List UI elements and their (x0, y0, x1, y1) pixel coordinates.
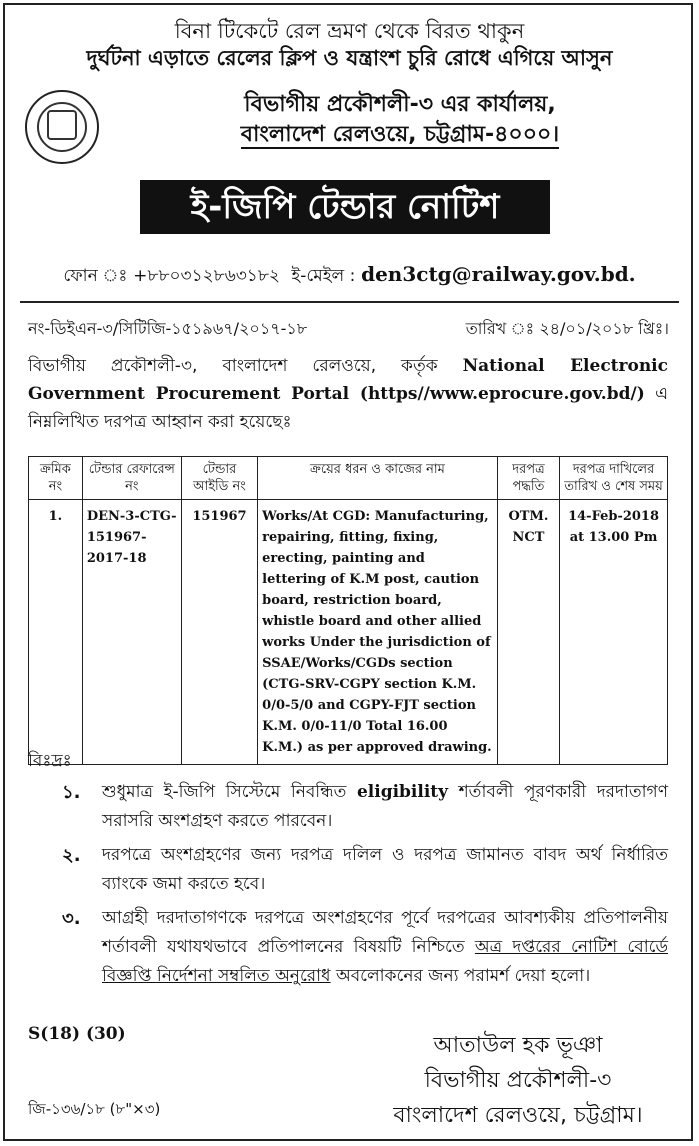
header-deadline: দরপত্র দাখিলের তারিখ ও শেষ সময় (560, 457, 668, 500)
railway-seal-logo (25, 90, 99, 164)
slogan-line-1: বিনা টিকেটে রেল ভ্রমণ থেকে বিরত থাকুন (174, 19, 525, 43)
cell-tender-ref: DEN-3-CTG-151967-2017-18 (82, 500, 181, 765)
intro-text-1: বিভাগীয় প্রকৌশলী-৩, বাংলাদেশ রেলওয়ে, কর্তৃক (28, 356, 438, 376)
office-address (120, 90, 680, 150)
cell-tender-id: 151967 (181, 500, 257, 765)
portal-name: National Electronic Government Procurement Portal (https//www.eprocure.gov.bd/) (28, 356, 668, 404)
signatory-designation: বিভাগীয় প্রকৌশলী-৩ (424, 1068, 612, 1093)
note-english-term: eligibility (356, 782, 449, 802)
note-item (28, 841, 668, 899)
header-tender-ref: টেন্ডার রেফারেন্স নং (82, 457, 181, 500)
cell-serial: 1. (29, 500, 83, 765)
note-number: ১. (62, 782, 81, 803)
intro-paragraph (28, 352, 668, 436)
table-header-row (29, 457, 668, 500)
header-method: দরপত্র পদ্ধতি (497, 457, 559, 500)
signatory-organization: বাংলাদেশ রেলওয়ে, চট্টগ্রাম। (393, 1103, 643, 1128)
notice-title: ই-জিপি টেন্ডার নোটিশ (140, 180, 550, 234)
note-number: ২. (62, 845, 81, 866)
note-underlined-text: অত্র দপ্তরের নোটিশ বোর্ডে বিজ্ঞপ্তি নির্দেশনা সম্বলিত অনুরোধ (102, 937, 668, 986)
footer-code: জি-১৩৬/১৮ (৮"×৩) (28, 1100, 161, 1118)
contact-line (0, 262, 699, 291)
office-line-1: বিভাগীয় প্রকৌশলী-৩ এর কার্যালয়, (244, 92, 556, 117)
table-row (29, 500, 668, 765)
email-label: ই-মেইল : (291, 266, 356, 286)
cell-work-name: Works/At CGD: Manufacturing, repairing, fitting, fixing, erecting, painting and lettering of K.M post, caution board, restriction board, whistle board and other allied works Under the jurisdiction of SSAE/Works/CGDs section (CTG-SRV-CGPY section K.M. 0/0-5/0 and CGPY-FJT section K.M. 0/0-11/0 Total 16.00 K.M.) as per approved drawing. (258, 500, 498, 765)
signature-block (373, 1028, 663, 1133)
header-tender-id: টেন্ডার আইডি নং (181, 457, 257, 500)
note-number: ৩. (62, 908, 81, 929)
office-line-2: বাংলাদেশ রেলওয়ে, চট্টগ্রাম-৪০০০। (240, 122, 560, 147)
intro-text-2: এ নিম্নলিখিত দরপত্র আহ্বান করা হয়েছেঃ (28, 384, 669, 432)
note-item (28, 904, 668, 991)
note-text: দরপত্রে অংশগ্রহণের জন্য দরপত্র দলিল ও দরপত্র জামানত বাবদ অর্থ নির্ধারিত ব্যাংকে জমা করতে হবে। (102, 845, 668, 894)
cell-method: OTM. NCT (497, 500, 559, 765)
note-text: অবলোকনের জন্য পরামর্শ দেয়া হলো। (336, 966, 591, 986)
notes-list (28, 778, 668, 996)
memo-date: তারিখ ঃ ২৪/০১/২০১৮ খ্রিঃ। (465, 319, 669, 338)
notes-heading: বিঃদ্রঃ (28, 751, 72, 771)
signatory-name: আতাউল হক ভূঞা (433, 1033, 603, 1058)
header-work-name: ক্রয়ের ধরন ও কাজের নাম (258, 457, 498, 500)
tender-table (28, 456, 668, 765)
slogan-line-2: দুর্ঘটনা এড়াতে রেলের ক্লিপ ও যন্ত্রাংশ চুরি রোধে এগিয়ে আসুন (86, 46, 613, 70)
note-item (28, 778, 668, 836)
note-text: আগ্রহী দরদাতাগণকে দরপত্রে অংশগ্রহণের পূর্বে দরপত্রের আবশ্যকীয় প্রতিপালনীয় শর্তাবলী যথাযথভাবে প্রতিপালনের বিষয়টি নিশ্চিতে (102, 908, 668, 957)
memo-reference: নং-ডিইএন-৩/সিটিজি-১৫১৯৬৭/২০১৭-১৮ (28, 319, 308, 338)
note-text: শুধুমাত্র ই-জিপি সিস্টেমে নিবন্ধিত (102, 782, 347, 802)
slogans (0, 18, 699, 72)
note-text: শর্তাবলী পূরণকারী দরদাতাগণ সরাসরি অংশগ্রহণ করতে পারবেন। (102, 782, 668, 831)
phone-number: +৮৮০৩১২৮৬৩১৮২ (133, 266, 280, 286)
cell-deadline: 14-Feb-2018 at 13.00 Pm (560, 500, 668, 765)
email-address: den3ctg@railway.gov.bd. (361, 262, 636, 286)
publication-code: S(18) (30) (28, 1024, 126, 1044)
contact-divider (20, 301, 679, 303)
phone-label: ফোন ঃ (63, 266, 128, 286)
header-serial: ক্রমিক নং (29, 457, 83, 500)
